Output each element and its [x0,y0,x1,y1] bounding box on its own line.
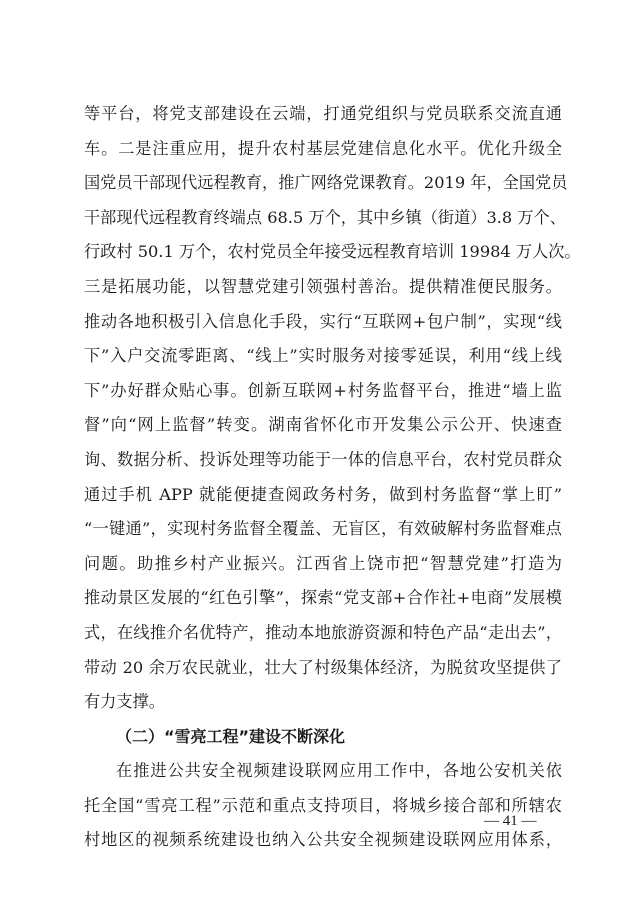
paragraph-line: 下”办好群众贴心事。创新互联网+村务监督平台，推进“墙上监 [84,380,562,400]
paragraph-line: 等平台，将党支部建设在云端，打通党组织与党员联系交流直通 [84,104,562,123]
paragraph-line: 行政村 50.1 万个，农村党员全年接受远程教育培训 19984 万人次。 [84,242,581,262]
paragraph-line: 下”入户交流零距离、“线上”实时服务对接零延误，利用“线上线 [84,346,562,366]
paragraph-line: 在推进公共安全视频建设联网应用工作中，各地公安机关依 [116,761,562,781]
paragraph-line: 督”向“网上监督”转变。湖南省怀化市开发集公示公开、快速查 [84,415,562,435]
body-text [84,97,581,858]
paragraph-line: “一键通”，实现村务监督全覆盖、无盲区，有效破解村务监督难点 [84,519,562,539]
paragraph-line: 干部现代远程教育终端点 68.5 万个，其中乡镇（街道）3.8 万个、 [84,207,566,227]
paragraph-line: 带动 20 余万农民就业，壮大了村级集体经济，为脱贫攻坚提供了 [84,657,562,677]
paragraph-line: 三是拓展功能，以智慧党建引领强村善治。提供精准便民服务。 [84,276,562,296]
section-heading: （二）“雪亮工程”建设不断深化 [116,726,346,746]
paragraph-line: 询、数据分析、投诉处理等功能于一体的信息平台，农村党员群众 [84,449,562,469]
paragraph-line: 式，在线推介名优特产，推动本地旅游资源和特色产品“走出去”， [84,622,562,642]
page-number: — 41 — [484,813,537,829]
paragraph-line: 车。二是注重应用，提升农村基层党建信息化水平。优化升级全 [84,138,562,158]
paragraph-line: 托全国“雪亮工程”示范和重点支持项目，将城乡接合部和所辖农 [84,795,562,815]
paragraph-line: 推动各地积极引入信息化手段，实行“互联网+包户制”，实现“线 [84,311,562,331]
paragraph-line: 国党员干部现代远程教育，推广网络党课教育。2019 年，全国党员 [84,173,568,193]
paragraph-line: 推动景区发展的“红色引擎”，探索“党支部+合作社+电商”发展模 [84,588,562,608]
paragraph-line: 问题。助推乡村产业振兴。江西省上饶市把“智慧党建”打造为 [84,553,562,573]
paragraph-line: 村地区的视频系统建设也纳入公共安全视频建设联网应用体系， [84,830,562,850]
paragraph-line: 有力支撑。 [84,692,165,712]
paragraph-line: 通过手机 APP 就能便捷查阅政务村务，做到村务监督“掌上盯” [84,484,562,504]
